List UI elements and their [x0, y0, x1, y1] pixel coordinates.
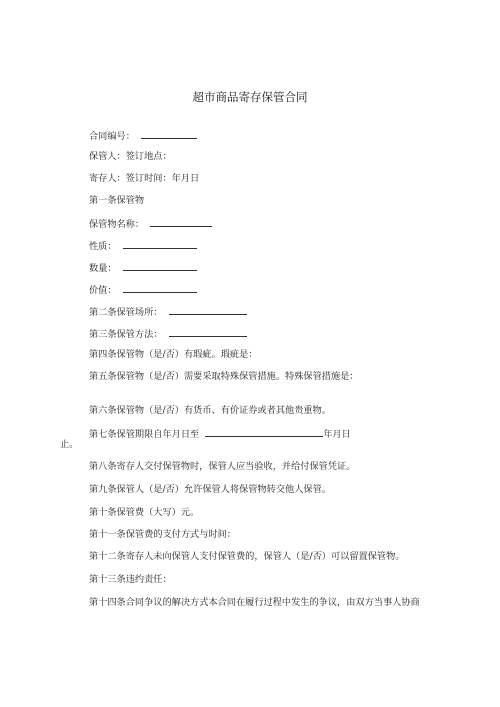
- item-name-line: [89, 217, 212, 230]
- article-7-start: 第七条保管期限自年月日至: [89, 429, 200, 440]
- depositor-line: 寄存人：签订时间：年月日: [89, 173, 200, 184]
- article-7-date: 年月日: [323, 429, 351, 440]
- item-name-label: 保管物名称：: [89, 219, 145, 230]
- article-7-blank: [205, 427, 323, 437]
- article-9: 第九条保管人（是/否）允许保管人将保管物转交他人保管。: [89, 484, 331, 495]
- value-line: [89, 283, 197, 296]
- article-2-line: [89, 305, 247, 318]
- article-10: 第十条保管费（大写）元。: [89, 507, 200, 518]
- article-3-line: [89, 327, 247, 340]
- article-5: 第五条保管物（是/否）需要采取特殊保管措施。特殊保管措施是：: [89, 371, 359, 382]
- article-7-line: [89, 427, 351, 440]
- article-3-blank: [169, 327, 247, 337]
- article-1-heading: 第一条保管物: [89, 195, 145, 206]
- article-3-label: 第三条保管方法：: [89, 329, 163, 340]
- value-blank: [123, 283, 197, 293]
- article-14: 第十四条合同争议的解决方式本合同在履行过程中发生的争议，由双方当事人协商: [89, 597, 420, 608]
- article-12: 第十二条寄存人未向保管人支付保管费的，保管人（是/否）可以留置保管物。: [89, 551, 405, 562]
- nature-line: [89, 239, 197, 252]
- contract-number-label: 合同编号：: [89, 131, 135, 142]
- quantity-blank: [123, 261, 197, 271]
- item-name-blank: [150, 217, 212, 227]
- article-11: 第十一条保管费的支付方式与时间：: [89, 529, 236, 540]
- quantity-label: 数量：: [89, 263, 117, 274]
- value-label: 价值：: [89, 285, 117, 296]
- document-title: 超市商品寄存保管合同: [192, 90, 308, 104]
- nature-label: 性质：: [89, 241, 117, 252]
- article-8: 第八条寄存人交付保管物时，保管人应当验收，并给付保管凭证。: [89, 461, 356, 472]
- article-6: 第六条保管物（是/否）有货币、有价证券或者其他贵重物。: [89, 405, 331, 416]
- quantity-line: [89, 261, 197, 274]
- custodian-line: 保管人：签订地点：: [89, 151, 172, 162]
- nature-blank: [123, 239, 197, 249]
- article-7-end: 止。: [60, 439, 79, 450]
- contract-number-blank: [141, 129, 197, 139]
- article-2-blank: [169, 305, 247, 315]
- article-2-label: 第二条保管场所：: [89, 307, 163, 318]
- article-13: 第十三条违约责任：: [89, 574, 172, 585]
- article-4: 第四条保管物（是/否）有瑕疵。瑕疵是：: [89, 349, 258, 360]
- contract-number-line: [89, 129, 197, 142]
